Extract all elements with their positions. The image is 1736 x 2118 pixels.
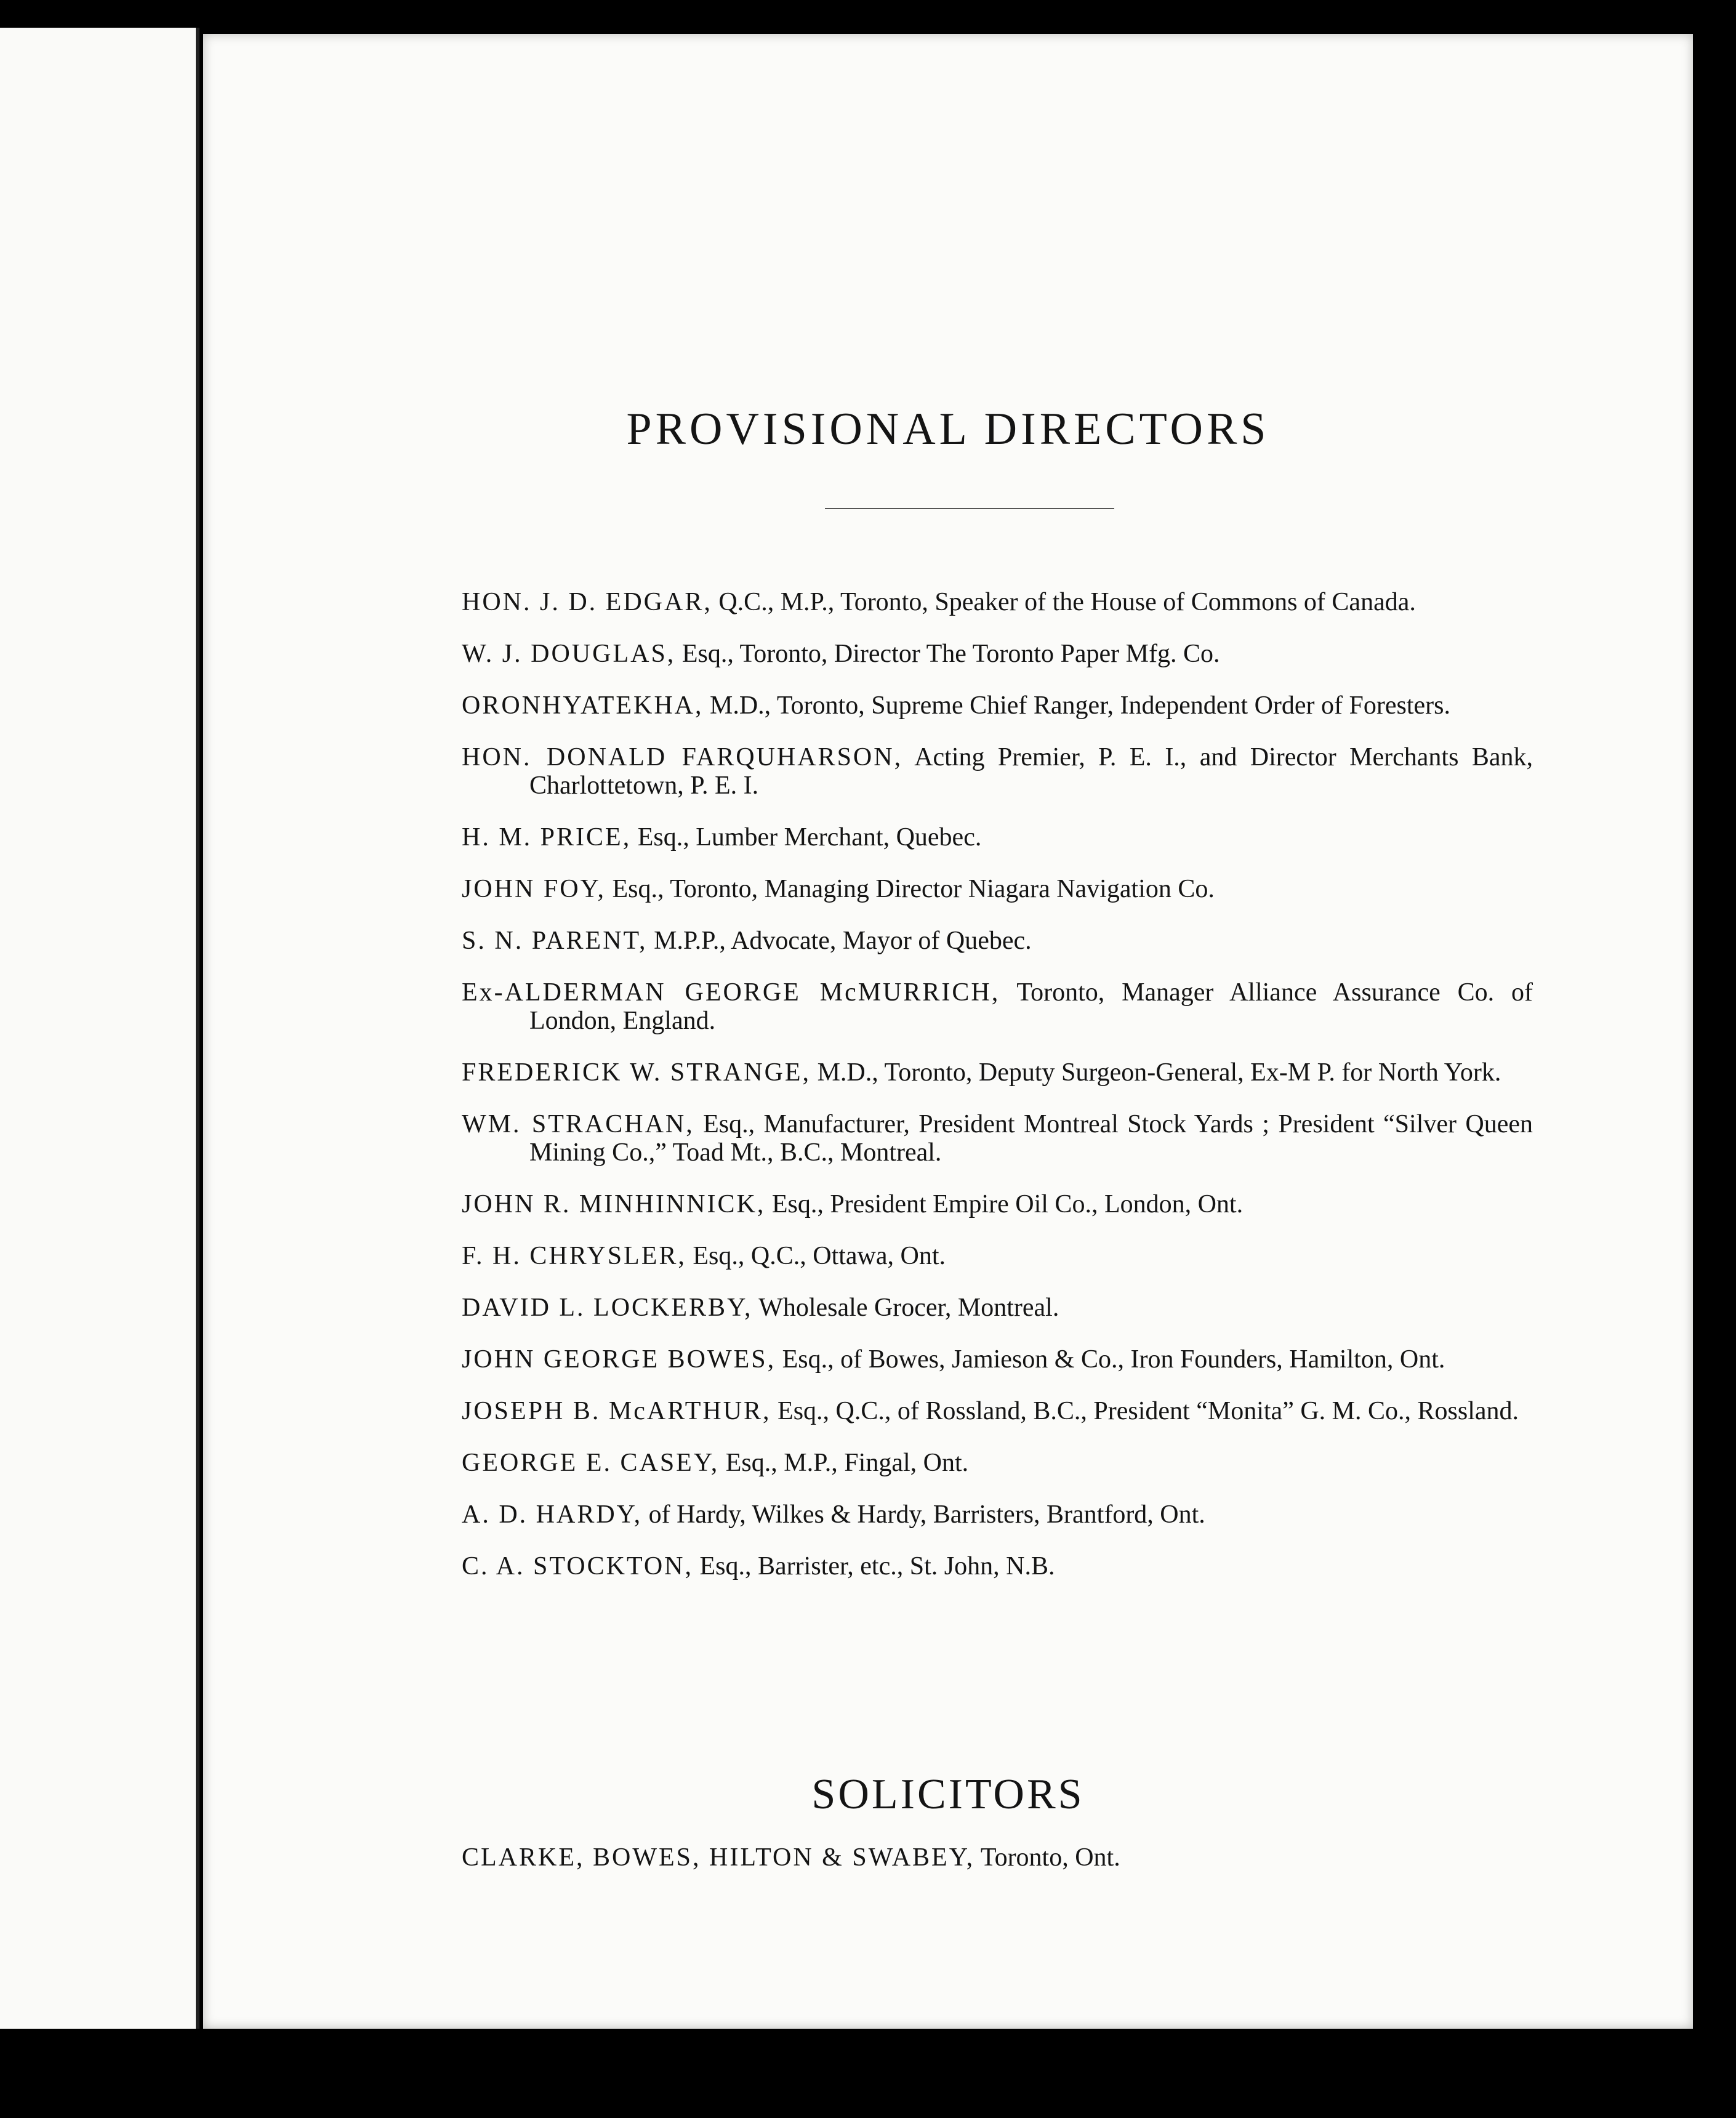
facing-page-edge	[0, 28, 199, 2029]
director-name: HON. DONALD FARQUHARSON,	[462, 743, 903, 771]
director-details: M.P.P., Advocate, Mayor of Quebec.	[647, 927, 1032, 955]
solicitors-heading: SOLICITORS	[811, 1771, 1085, 1818]
director-details: Wholesale Grocer, Montreal.	[752, 1294, 1059, 1322]
director-details: Esq., Manufacturer, President Montreal Stock Yards ; President “Silver Queen Mining Co.,” Toad Mt., B.C., Montreal.	[529, 1110, 1533, 1167]
director-entry	[462, 691, 1533, 720]
director-name: JOHN GEORGE BOWES,	[462, 1345, 776, 1374]
director-name: JOHN FOY,	[462, 875, 606, 903]
director-entry	[462, 1397, 1533, 1425]
director-details: M.D., Toronto, Deputy Surgeon-General, Ex-M P. for North York.	[811, 1058, 1501, 1087]
director-details: Esq., of Bowes, Jamieson & Co., Iron Founders, Hamilton, Ont.	[776, 1345, 1445, 1374]
director-name: JOHN R. MINHINNICK,	[462, 1190, 766, 1218]
page-title: PROVISIONAL DIRECTORS	[626, 404, 1270, 454]
director-details: Esq., Barrister, etc., St. John, N.B.	[693, 1552, 1055, 1580]
director-details: M.D., Toronto, Supreme Chief Ranger, Independent Order of Foresters.	[703, 691, 1450, 720]
director-name: Ex-ALDERMAN GEORGE McMURRICH,	[462, 978, 1000, 1007]
director-details: Esq., Q.C., Ottawa, Ont.	[686, 1242, 946, 1270]
director-entry	[462, 1500, 1533, 1529]
director-name: GEORGE E. CASEY,	[462, 1449, 720, 1477]
director-details: Esq., M.P., Fingal, Ont.	[719, 1449, 969, 1477]
solicitors-name: CLARKE, BOWES, HILTON & SWABEY,	[462, 1843, 975, 1872]
director-entry	[462, 1110, 1533, 1167]
document-page	[203, 34, 1693, 2029]
director-name: H. M. PRICE,	[462, 823, 632, 852]
director-name: JOSEPH B. McARTHUR,	[462, 1397, 771, 1425]
director-name: W. J. DOUGLAS,	[462, 640, 676, 668]
solicitors-entry	[462, 1843, 1120, 1872]
solicitors-details: Toronto, Ont.	[974, 1843, 1120, 1872]
director-details: Esq., Lumber Merchant, Quebec.	[631, 823, 982, 852]
director-entry	[462, 588, 1533, 616]
director-name: ORONHYATEKHA,	[462, 691, 704, 720]
director-entry	[462, 927, 1533, 955]
director-entry	[462, 1552, 1533, 1580]
directors-list	[462, 588, 1533, 1604]
director-entry	[462, 1294, 1533, 1322]
director-entry	[462, 640, 1533, 668]
director-name: DAVID L. LOCKERBY,	[462, 1294, 753, 1322]
director-name: A. D. HARDY,	[462, 1500, 643, 1529]
director-entry	[462, 1190, 1533, 1218]
director-entry	[462, 1449, 1533, 1477]
director-name: WM. STRACHAN,	[462, 1110, 694, 1138]
director-entry	[462, 743, 1533, 800]
director-name: C. A. STOCKTON,	[462, 1552, 694, 1580]
director-details: of Hardy, Wilkes & Hardy, Barristers, Brantford, Ont.	[642, 1500, 1205, 1529]
director-name: FREDERICK W. STRANGE,	[462, 1058, 811, 1087]
director-name: F. H. CHRYSLER,	[462, 1242, 686, 1270]
director-entry	[462, 1345, 1533, 1374]
director-details: Esq., President Empire Oil Co., London, Ont.	[765, 1190, 1244, 1218]
director-details: Acting Premier, P. E. I., and Director Merchants Bank, Charlottetown, P. E. I.	[529, 743, 1533, 800]
director-details: Esq., Toronto, Managing Director Niagara Navigation Co.	[605, 875, 1215, 903]
director-entry	[462, 823, 1533, 852]
director-details: Q.C., M.P., Toronto, Speaker of the House of Commons of Canada.	[712, 588, 1416, 616]
director-name: HON. J. D. EDGAR,	[462, 588, 712, 616]
title-divider	[825, 508, 1114, 509]
director-details: Esq., Q.C., of Rossland, B.C., President “Monita” G. M. Co., Rossland.	[771, 1397, 1519, 1425]
director-details: Esq., Toronto, Director The Toronto Paper Mfg. Co.	[675, 640, 1220, 668]
director-entry	[462, 875, 1533, 903]
director-entry	[462, 1242, 1533, 1270]
director-entry	[462, 978, 1533, 1035]
director-entry	[462, 1058, 1533, 1087]
director-details: Toronto, Manager Alliance Assurance Co. of London, England.	[529, 978, 1533, 1035]
director-name: S. N. PARENT,	[462, 927, 648, 955]
